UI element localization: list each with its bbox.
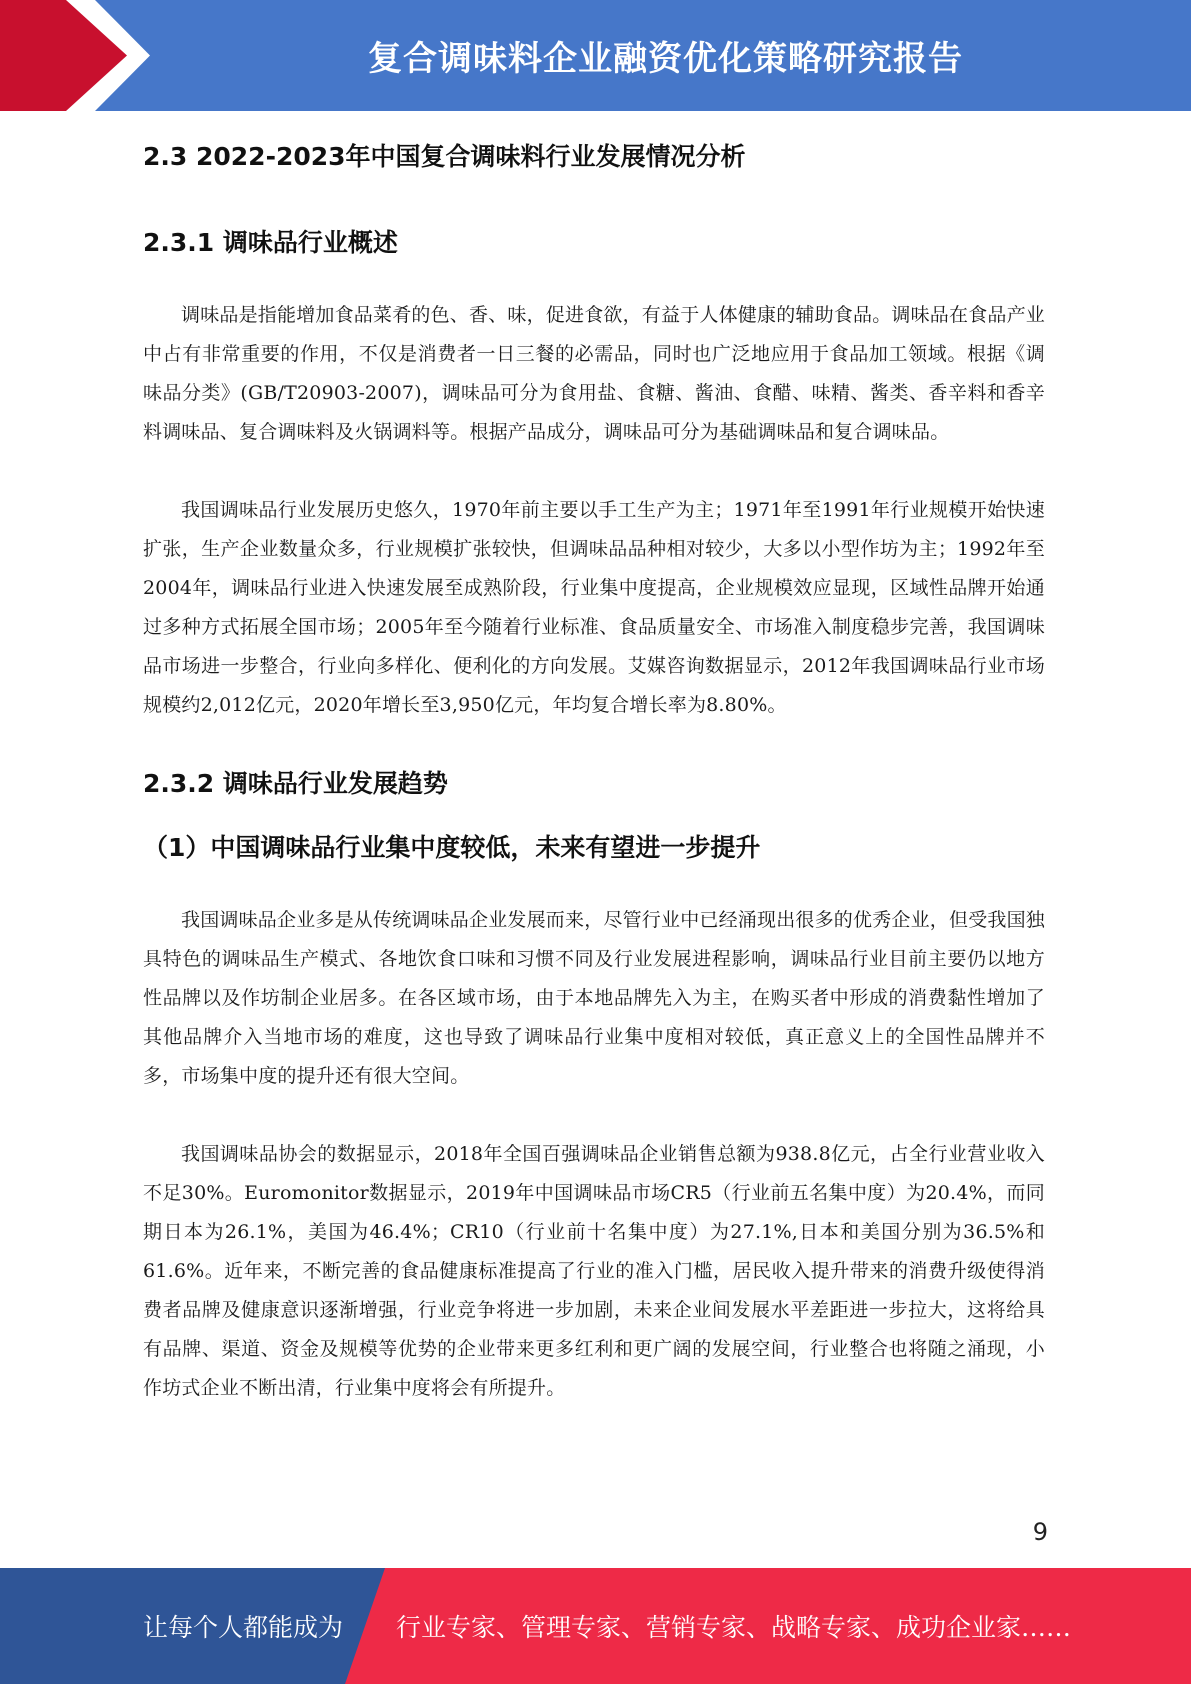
chevron-arrow-icon xyxy=(0,0,160,111)
page-content xyxy=(143,128,1045,1408)
footer-slogan-left: 让每个人都能成为 xyxy=(143,1613,344,1642)
report-title: 复合调味料企业融资优化策略研究报告 xyxy=(368,39,963,79)
paragraph: 我国调味品企业多是从传统调味品企业发展而来，尽管行业中已经涌现出很多的优秀企业，但受我国独具特色的调味品生产模式、各地饮食口味和习惯不同及行业发展进程影响，调味品行业目前主要仍以地方性品牌以及作坊制企业居多。在各区域市场，由于本地品牌先入为主，在购买者中形成的消费黏性增加了其他品牌介入当地市场的难度，这也导致了调味品行业集中度相对较低，真正意义上的全国性品牌并不多，市场集中度的提升还有很大空间。 xyxy=(143,909,1046,1087)
paragraph: 我国调味品行业发展历史悠久，1970年前主要以手工生产为主；1971年至1991年行业规模开始快速扩张，生产企业数量众多，行业规模扩张较快，但调味品品种相对较少，大多以小型作坊为主；1992年至2004年，调味品行业进入快速发展至成熟阶段，行业集中度提高，企业规模效应显现，区域性品牌开始通过多种方式拓展全国市场；2005年至今随着行业标准、食品质量安全、市场准入制度稳步完善，我国调味品市场进一步整合，行业向多样化、便利化的方向发展。艾媒咨询数据显示，2012年我国调味品行业市场规模约2,012亿元，2020年增长至3,950亿元，年均复合增长率为8.80%。 xyxy=(143,499,1045,716)
page-header xyxy=(0,0,1191,111)
page-footer xyxy=(0,1568,1191,1684)
page-number: 9 xyxy=(1032,1518,1048,1546)
paragraph: 调味品是指能增加食品菜肴的色、香、味，促进食欲，有益于人体健康的辅助食品。调味品在食品产业中占有非常重要的作用，不仅是消费者一日三餐的必需品，同时也广泛地应用于食品加工领域。根据《调味品分类》(GB/T20903-2007)，调味品可分为食用盐、食糖、酱油、食醋、味精、酱类、香辛料和香辛料调味品、复合调味料及火锅调料等。根据产品成分，调味品可分为基础调味品和复合调味品。 xyxy=(143,304,1046,443)
section-heading: 2.3 2022-2023年中国复合调味料行业发展情况分析 xyxy=(143,142,746,171)
paragraph: 我国调味品协会的数据显示，2018年全国百强调味品企业销售总额为938.8亿元，占全行业营业收入不足30%。Euromonitor数据显示，2019年中国调味品市场CR5（行业前五名集中度）为20.4%，而同期日本为26.1%，美国为46.4%；CR10（行业前十名集中度）为27.1%,日本和美国分别为36.5%和61.6%。近年来，不断完善的食品健康标准提高了行业的准入门槛，居民收入提升带来的消费升级使得消费者品牌及健康意识逐渐增强，行业竞争将进一步加剧，未来企业间发展水平差距进一步拉大，这将给具有品牌、渠道、资金及规模等优势的企业带来更多红利和更广阔的发展空间，行业整合也将随之涌现，小作坊式企业不断出清，行业集中度将会有所提升。 xyxy=(143,1143,1045,1399)
subsection-heading-trends: 2.3.2 调味品行业发展趋势 xyxy=(143,769,448,798)
point-heading: （1）中国调味品行业集中度较低，未来有望进一步提升 xyxy=(143,833,761,862)
footer-slogan-right: 行业专家、管理专家、营销专家、战略专家、成功企业家…… xyxy=(396,1613,1072,1642)
subsection-heading-overview: 2.3.1 调味品行业概述 xyxy=(143,228,398,257)
